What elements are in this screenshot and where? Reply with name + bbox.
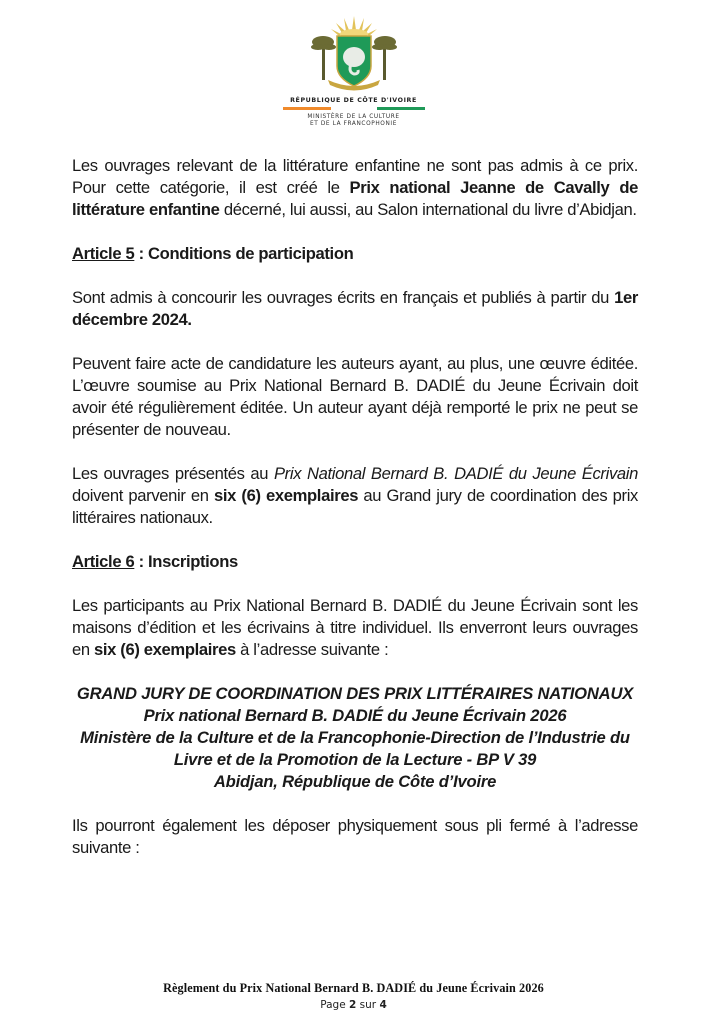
republic-name: RÉPUBLIQUE DE CÔTE D'IVOIRE: [290, 97, 417, 104]
orange-bar: [283, 107, 331, 110]
page-number: [0, 999, 707, 1011]
letterhead: [0, 14, 707, 128]
article-5-heading: [72, 243, 638, 265]
address-line: Abidjan, République de Côte d’Ivoire: [213, 772, 497, 791]
article-6-paragraph-2: Ils pourront également les déposer physiquement sous pli fermé à l’adresse suivante :: [72, 816, 638, 857]
intro-prize-name: Prix national Jeanne de Cavally de littérature enfantine: [72, 178, 638, 219]
article-5-p1-text: Sont admis à concourir les ouvrages écrits en français et publiés à partir du: [72, 288, 615, 307]
article-5-title: : Conditions de participation: [134, 244, 354, 263]
green-bar: [377, 107, 425, 110]
article-6-title: : Inscriptions: [134, 552, 238, 571]
page-total: 4: [379, 999, 387, 1011]
article-5-paragraph-2: Peuvent faire acte de candidature les auteurs ayant, au plus, une œuvre éditée. L’œuvre soumise au Prix National Bernard B. DADIÉ du Jeune Écrivain doit avoir été régulièrement éditée. Un auteur ayant déjà remporté le prix ne peut se présenter de nouveau.: [72, 354, 638, 439]
article-6-p1-text: Les participants au Prix National Bernard B. DADIÉ du Jeune Écrivain sont les maisons d’édition et les écrivains à titre individuel. Ils enverront leurs ouvrages en: [72, 596, 638, 659]
article-6-label: Article 6: [72, 552, 135, 571]
article-5-p3-text-3: au Grand jury de coordination des prix littéraires nationaux.: [72, 486, 639, 527]
page-label: Page: [320, 999, 349, 1011]
document-body: [72, 155, 638, 859]
article-5-paragraph-3: [72, 463, 638, 529]
footer-title: Règlement du Prix National Bernard B. DADIÉ du Jeune Écrivain 2026: [163, 981, 544, 995]
intro-text: Les ouvrages relevant de la littérature enfantine ne sont pas admis à ce prix. Pour cette catégorie, il est créé le: [72, 156, 638, 197]
mailing-address: [72, 683, 638, 793]
page-current: 2: [349, 999, 357, 1011]
copies-count: six (6) exemplaires: [94, 640, 236, 659]
flag-color-bars: [283, 107, 425, 111]
address-line: Prix national Bernard B. DADIÉ du Jeune Écrivain 2026: [143, 706, 567, 725]
address-line: Ministère de la Culture et de la Francophonie-Direction de l’Industrie du Livre et de la Promotion de la Lecture - BP V 39: [80, 728, 630, 769]
article-5-paragraph-1: [72, 287, 638, 331]
ministry-line-1: MINISTÈRE DE LA CULTURE: [307, 114, 400, 120]
page-footer: [0, 981, 707, 1011]
address-line: GRAND JURY DE COORDINATION DES PRIX LITTÉRAIRES NATIONAUX: [76, 684, 634, 703]
cote-divoire-coat-of-arms-icon: [304, 14, 404, 94]
copies-count: six (6) exemplaires: [214, 486, 359, 505]
prize-name-italic: Prix National Bernard B. DADIÉ du Jeune Écrivain: [273, 464, 638, 483]
ministry-name: [0, 114, 707, 128]
article-5-label: Article 5: [72, 244, 135, 263]
article-6-p1-text-2: à l’adresse suivante :: [235, 640, 389, 659]
ministry-line-2: ET DE LA FRANCOPHONIE: [310, 121, 397, 127]
eligibility-date: 1er décembre 2024.: [72, 288, 638, 329]
page-separator: sur: [356, 999, 380, 1011]
intro-paragraph: [72, 155, 638, 221]
article-6-paragraph-1: [72, 595, 638, 661]
article-5-p3-text-2: doivent parvenir en: [72, 486, 215, 505]
article-5-p3-text: Les ouvrages présentés au: [72, 464, 274, 483]
article-6-heading: [72, 551, 638, 573]
intro-text-end: décerné, lui aussi, au Salon international du livre d’Abidjan.: [219, 200, 637, 219]
